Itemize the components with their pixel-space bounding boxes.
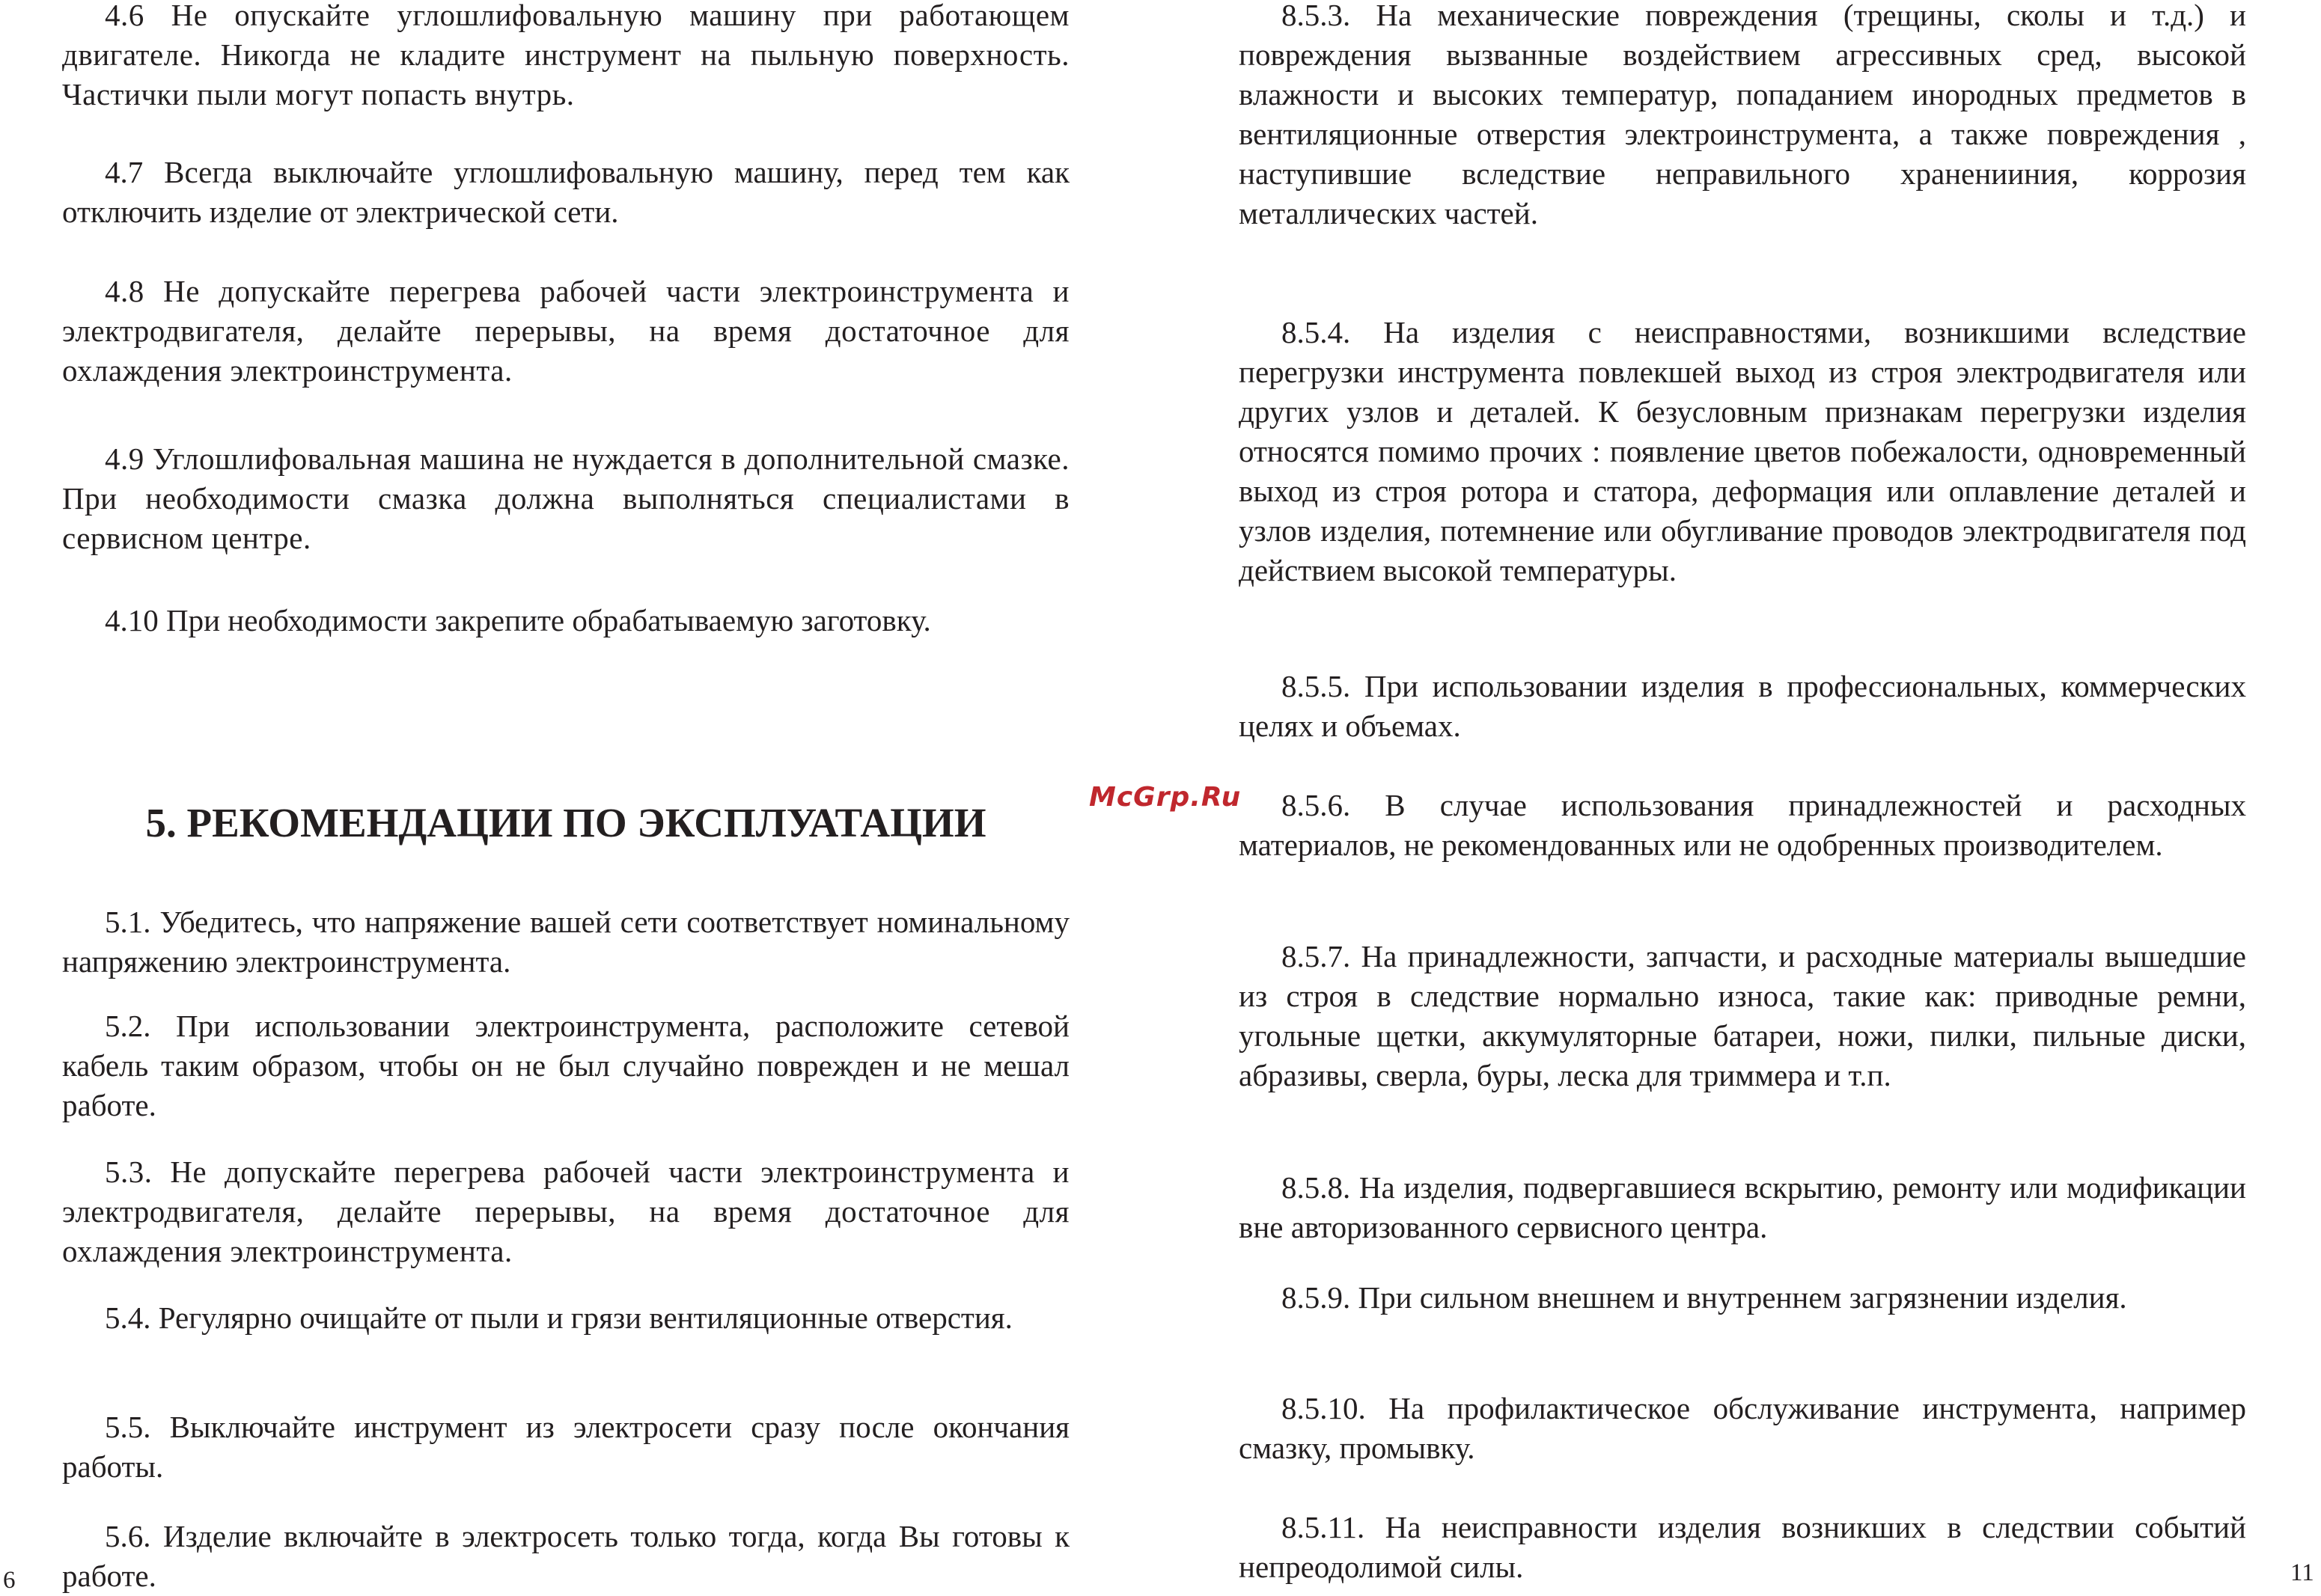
paragraph-8-5-5: 8.5.5. При использовании изделия в профессиональных, коммерческих целях и объемах. (1239, 669, 2246, 743)
page-number-left: 6 (3, 1567, 16, 1594)
paragraph-8-5-4: 8.5.4. На изделия с неисправностями, возникшими вследствие перегрузки инструмента повлекшей выход из строя электродвигателя или других узлов и деталей. К безусловным признакам перегрузки изделия относятся помимо прочих : появление цветов побежалости, одновременный выход из строя ротора и статора, деформация или оплавление деталей и узлов изделия, потемнение или обугливание проводов электродвигателя под действием высокой температуры. (1239, 315, 2246, 587)
paragraph-8-5-8: 8.5.8. На изделия, подвергавшиеся вскрытию, ремонту или модификации вне авторизованного сервисного центра. (1239, 1170, 2246, 1244)
paragraph-4-8: 4.8 Не допускайте перегрева рабочей части электроинструмента и электродвигателя, делайте перерывы, на время достаточное для охлаждения электроинструмента. (62, 274, 1070, 388)
paragraph-8-5-3: 8.5.3. На механические повреждения (трещины, сколы и т.д.) и повреждения вызванные воздействием агрессивных сред, высокой влажности и высоких температур, попаданием инородных предметов в вентиляционные отверстия электроинструмента, а также повреждения , наступившие вследствие неправильного храненииния, коррозия металлических частей. (1239, 0, 2246, 230)
paragraph-4-7: 4.7 Всегда выключайте углошлифовальную машину, перед тем как отключить изделие от электрической сети. (62, 155, 1070, 229)
paragraph-5-6: 5.6. Изделие включайте в электросеть только тогда, когда Вы готовы к работе. (62, 1519, 1070, 1593)
page-number-right: 11 (2290, 1559, 2314, 1586)
paragraph-5-3: 5.3. Не допускайте перегрева рабочей части электроинструмента и электродвигателя, делайте перерывы, на время достаточное для охлаждения электроинструмента. (62, 1155, 1070, 1268)
section-title: 5. РЕКОМЕНДАЦИИ ПО ЭКСПЛУАТАЦИИ (145, 800, 986, 846)
paragraph-4-9: 4.9 Углошлифовальная машина не нуждается в дополнительной смазке. При необходимости смазка должна выполняться специалистами в сервисном центре. (62, 441, 1070, 555)
paragraph-8-5-11: 8.5.11. На неисправности изделия возникших в следствии событий непреодолимой силы. (1239, 1510, 2246, 1584)
paragraph-4-6: 4.6 Не опускайте углошлифовальную машину при работающем двигателе. Никогда не кладите инструмент на пыльную поверхность. Частички пыли могут попасть внутрь. (62, 0, 1070, 111)
paragraph-8-5-6: 8.5.6. В случае использования принадлежностей и расходных материалов, не рекомендованных или не одобренных производителем. (1239, 788, 2246, 862)
paragraph-5-1: 5.1. Убедитесь, что напряжение вашей сети соответствует номинальному напряжению электроинструмента. (62, 905, 1070, 979)
paragraph-5-4: 5.4. Регулярно очищайте от пыли и грязи вентиляционные отверстия. (105, 1300, 1013, 1335)
paragraph-5-2: 5.2. При использовании электроинструмента, расположите сетевой кабель таким образом, чтобы он не был случайно поврежден и не мешал работе. (62, 1009, 1070, 1122)
paragraph-8-5-9: 8.5.9. При сильном внешнем и внутреннем загрязнении изделия. (1281, 1280, 2127, 1315)
paragraph-8-5-10: 8.5.10. На профилактическое обслуживание инструмента, например смазку, промывку. (1239, 1391, 2246, 1465)
paragraph-5-5: 5.5. Выключайте инструмент из электросети сразу после окончания работы. (62, 1410, 1070, 1484)
paragraph-8-5-7: 8.5.7. На принадлежности, запчасти, и расходные материалы вышедшие из строя в следствие нормально износа, такие как: приводные ремни, угольные щетки, аккумуляторные батареи, ножи, пилки, пильные диски, абразивы, сверла, буры, леска для триммера и т.п. (1239, 939, 2246, 1092)
paragraph-4-10: 4.10 При необходимости закрепите обрабатываемую заготовку. (105, 603, 931, 638)
watermark: McGrp.Ru (1089, 782, 1242, 813)
